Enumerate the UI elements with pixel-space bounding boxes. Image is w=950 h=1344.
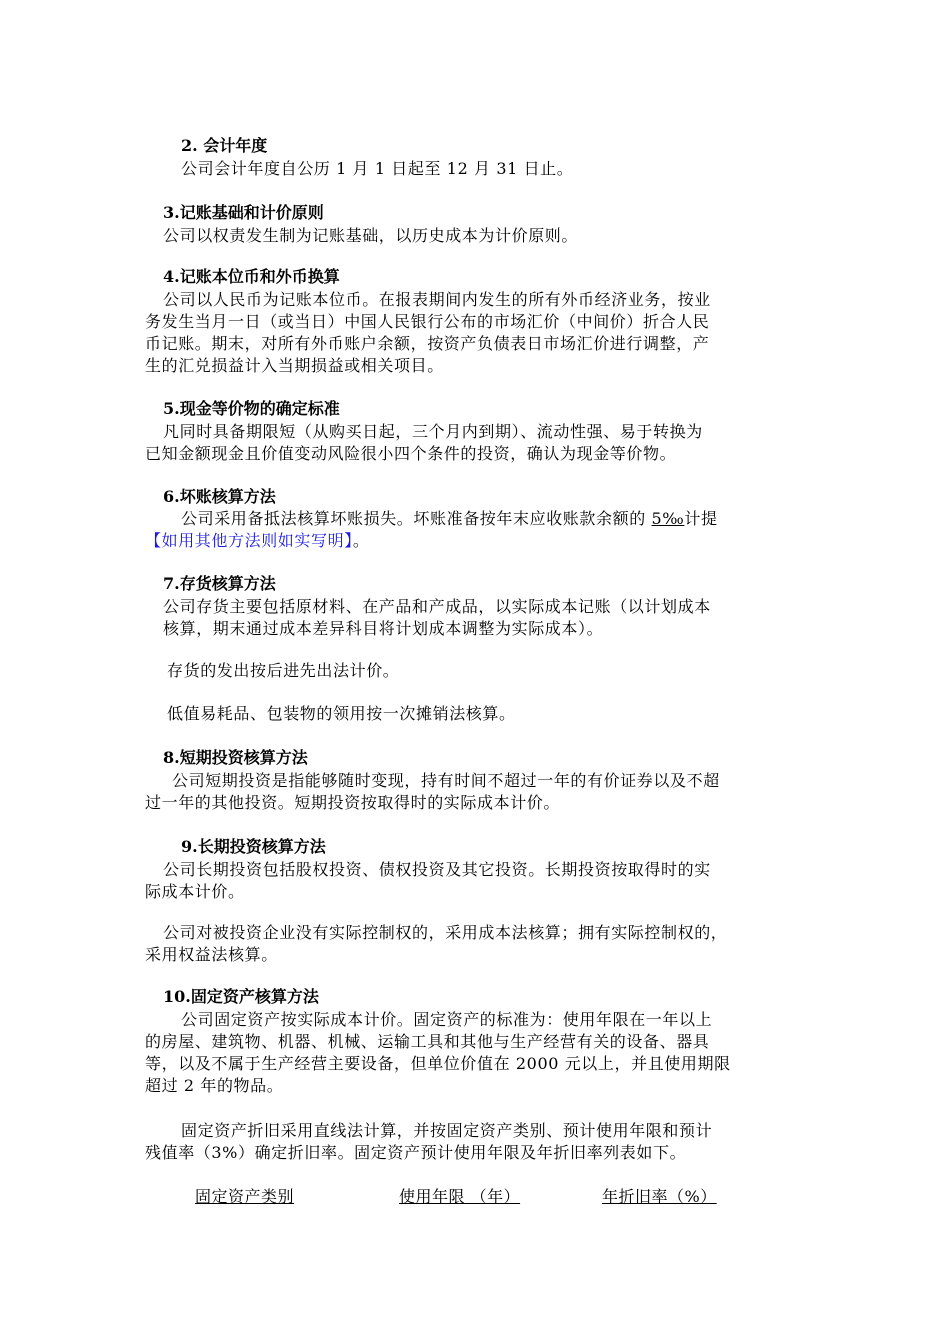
paragraph-line: 公司以权责发生制为记账基础，以历史成本为计价原则。: [163, 226, 579, 245]
paragraph-line: 低值易耗品、包装物的领用按一次摊销法核算。: [167, 704, 516, 723]
heading-fixed-assets: 10.固定资产核算方法: [163, 987, 319, 1006]
paragraph-line: 公司短期投资是指能够随时变现，持有时间不超过一年的有价证券以及不超: [172, 771, 720, 790]
heading-currency: 4.记账本位币和外币换算: [163, 267, 340, 286]
table-header-depreciation-rate: 年折旧率（%）: [602, 1187, 717, 1206]
heading-short-term-investment: 8.短期投资核算方法: [163, 748, 308, 767]
paragraph-line: 公司长期投资包括股权投资、债权投资及其它投资。长期投资按取得时的实: [163, 860, 711, 879]
paragraph-line: 核算，期末通过成本差异科目将计划成本调整为实际成本）。: [163, 619, 604, 638]
heading-accounting-basis: 3.记账基础和计价原则: [163, 203, 324, 222]
bad-debt-suffix: 计提: [684, 509, 718, 528]
paragraph-line: 超过 2 年的物品。: [145, 1076, 284, 1095]
paragraph-line: 过一年的其他投资。短期投资按取得时的实际成本计价。: [145, 793, 561, 812]
paragraph-line: 存货的发出按后进先出法计价。: [167, 661, 400, 680]
paragraph-line: 币记账。期末，对所有外币账户余额，按资产负债表日市场汇价进行调整，产: [145, 334, 710, 353]
paragraph-line: 已知金额现金且价值变动风险很小四个条件的投资，确认为现金等价物。: [145, 444, 677, 463]
heading-cash-equivalents: 5.现金等价物的确定标准: [163, 399, 340, 418]
note-suffix: 。: [352, 531, 370, 550]
bad-debt-text: 公司采用备抵法核算坏账损失。坏账准备按年末应收账款余额的: [181, 509, 652, 528]
paragraph-line: 公司固定资产按实际成本计价。固定资产的标准为：使用年限在一年以上: [181, 1010, 713, 1029]
paragraph-line: 等，以及不属于生产经营主要设备，但单位价值在 2000 元以上，并且使用期限: [145, 1054, 731, 1073]
paragraph-line-bad-debt: [181, 508, 718, 530]
paragraph-line: 公司对被投资企业没有实际控制权的，采用成本法核算；拥有实际控制权的，: [163, 923, 728, 942]
paragraph-line: 公司会计年度自公历 1 月 1 日起至 12 月 31 日止。: [181, 159, 574, 178]
paragraph-line: 公司存货主要包括原材料、在产品和产成品，以实际成本记账（以计划成本: [163, 597, 711, 616]
heading-inventory: 7.存货核算方法: [163, 574, 276, 593]
paragraph-line: 公司以人民币为记账本位币。在报表期间内发生的所有外币经济业务，按业: [163, 290, 711, 309]
paragraph-line: 采用权益法核算。: [145, 945, 278, 964]
paragraph-line: 际成本计价。: [145, 882, 245, 901]
editor-note: 【如用其他方法则如实写明】: [145, 531, 353, 550]
heading-long-term-investment: 9.长期投资核算方法: [181, 837, 326, 856]
bad-debt-rate: 5‰: [651, 509, 685, 528]
heading-bad-debt: 6.坏账核算方法: [163, 487, 276, 506]
paragraph-line: 凡同时具备期限短（从购买日起，三个月内到期）、流动性强、易于转换为: [163, 422, 703, 441]
paragraph-line: 的房屋、建筑物、机器、机械、运输工具和其他与生产经营有关的设备、器具: [145, 1032, 710, 1051]
table-header-asset-category: 固定资产类别: [195, 1187, 295, 1206]
table-header-useful-life: 使用年限 （年）: [399, 1187, 521, 1206]
paragraph-line: 残值率（3%）确定折旧率。固定资产预计使用年限及年折旧率列表如下。: [145, 1143, 687, 1162]
paragraph-line-note: [145, 530, 369, 552]
paragraph-line: 务发生当月一日（或当日）中国人民银行公布的市场汇价（中间价）折合人民: [145, 312, 710, 331]
paragraph-line: 固定资产折旧采用直线法计算，并按固定资产类别、预计使用年限和预计: [181, 1121, 713, 1140]
paragraph-line: 生的汇兑损益计入当期损益或相关项目。: [145, 356, 444, 375]
heading-fiscal-year: 2. 会计年度: [181, 136, 268, 155]
